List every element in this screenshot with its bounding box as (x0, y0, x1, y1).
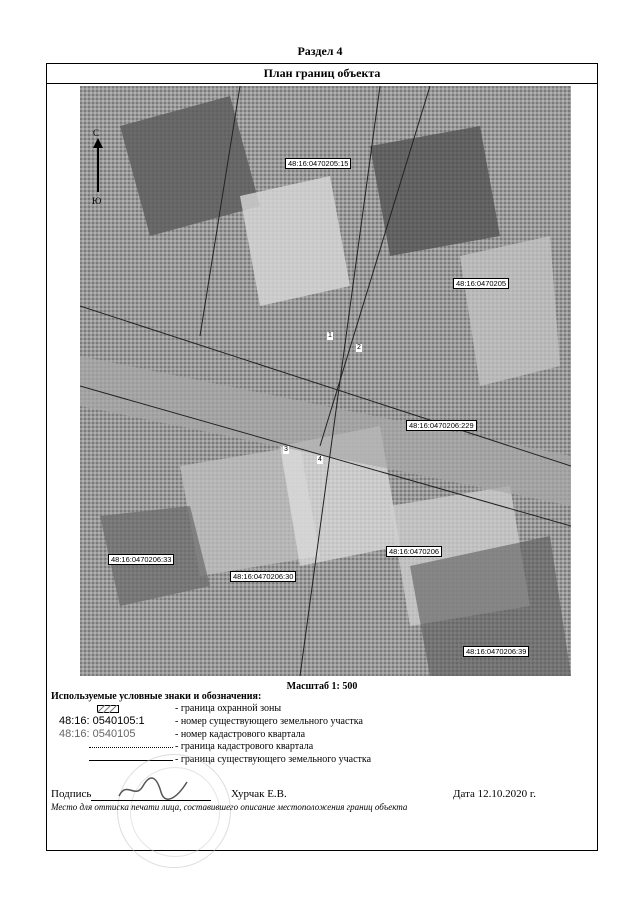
legend-item: - граница кадастрового квартала (175, 741, 314, 752)
signer-name: Хурчак Е.В. (231, 788, 287, 800)
point-number: 2 (357, 344, 361, 351)
date-label: Дата 12.10.2020 г. (453, 788, 536, 800)
cadastral-boundary-symbol (89, 747, 173, 748)
legend-sample: 48:16: 0540105 (59, 728, 136, 740)
seal-note: Место для оттиска печати лица, составившего описание местоположения границ объекта (51, 802, 408, 812)
parcel-label: 48:16:0470205:15 (285, 158, 351, 169)
parcel-label: 48:16:0470206:229 (406, 420, 477, 431)
legend-sample: 48:16: 0540105:1 (59, 715, 145, 727)
handwritten-signature (117, 776, 197, 804)
section-title: Раздел 4 (297, 44, 343, 58)
map-image (80, 86, 571, 676)
point-number: 1 (328, 332, 332, 339)
document-frame (46, 63, 598, 851)
protection-zone-symbol (97, 705, 119, 713)
legend-item: - номер кадастрового квартала (175, 729, 306, 740)
parcel-label: 48:16:0470206:30 (230, 571, 296, 582)
parcel-label: 48:16:0470205 (453, 278, 509, 289)
scale-label: Масштаб 1: 500 (286, 681, 358, 692)
point-number: 3 (284, 446, 288, 453)
parcel-label: 48:16:0470206 (386, 546, 442, 557)
legend-item: - граница охранной зоны (175, 703, 282, 714)
parcel-label: 48:16:0470206:39 (463, 646, 529, 657)
legend-item: - граница существующего земельного участка (175, 754, 372, 765)
compass-south-label: Ю (92, 196, 102, 206)
plan-title: План границ объекта (47, 64, 597, 84)
parcel-label: 48:16:0470206:33 (108, 554, 174, 565)
compass-north-label: С (93, 128, 100, 138)
point-number: 4 (318, 456, 322, 463)
aerial-map (80, 86, 571, 676)
legend-item: - номер существующего земельного участка (175, 716, 363, 727)
legend-title: Используемые условные знаки и обозначения: (51, 691, 262, 702)
north-arrow (90, 128, 106, 208)
signature-label: Подпись (51, 788, 92, 800)
